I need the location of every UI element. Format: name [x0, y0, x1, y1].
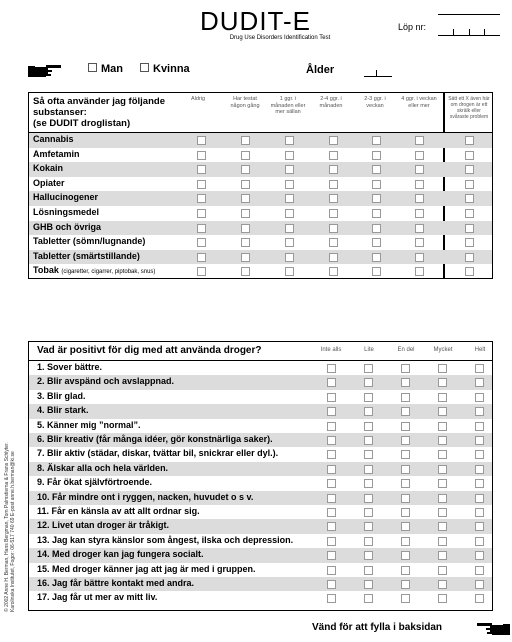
- answer-checkbox[interactable]: [327, 594, 336, 603]
- answer-checkbox[interactable]: [329, 194, 338, 203]
- col-header-1ggr: 1 ggr. i månaden eller mer sällan: [270, 96, 306, 115]
- substance-label: Lösningsmedel: [33, 207, 100, 217]
- statement-label: 7. Blir aktiv (städar, diskar, tvättar bil, snickrar eller dyl.).: [37, 448, 279, 459]
- copyright-line: Karolinska Institutet, Fogor: 06-517 740 69 E-post anne.h.berman@ki.se: [10, 451, 16, 612]
- answer-checkbox[interactable]: [329, 165, 338, 174]
- col-header-inte-alls: Inte alls: [320, 347, 342, 353]
- substance-question-line: substanser:: [33, 107, 87, 118]
- answer-checkbox[interactable]: [327, 479, 336, 488]
- statement-label: 9. Får ökat självförtroende.: [37, 477, 153, 488]
- answer-checkbox[interactable]: [475, 580, 484, 589]
- answer-checkbox[interactable]: [401, 465, 410, 474]
- answer-checkbox[interactable]: [401, 378, 410, 387]
- answer-checkbox[interactable]: [197, 238, 206, 247]
- answer-checkbox[interactable]: [401, 436, 410, 445]
- statement-row: [29, 505, 492, 519]
- kvinna-label: Kvinna: [153, 63, 190, 75]
- answer-checkbox[interactable]: [438, 594, 447, 603]
- answer-checkbox[interactable]: [438, 508, 447, 517]
- answer-checkbox[interactable]: [475, 537, 484, 546]
- answer-checkbox[interactable]: [327, 436, 336, 445]
- col-header-2-3ggr: 2-3 ggr. i veckan: [364, 96, 386, 109]
- answer-checkbox[interactable]: [475, 422, 484, 431]
- answer-checkbox[interactable]: [475, 566, 484, 575]
- answer-checkbox[interactable]: [241, 194, 250, 203]
- man-checkbox[interactable]: [88, 63, 97, 72]
- answer-checkbox[interactable]: [401, 580, 410, 589]
- problem-checkbox[interactable]: [465, 136, 474, 145]
- answer-checkbox[interactable]: [197, 180, 206, 189]
- answer-checkbox[interactable]: [327, 422, 336, 431]
- problem-checkbox[interactable]: [465, 151, 474, 160]
- answer-checkbox[interactable]: [475, 508, 484, 517]
- substance-row: [29, 264, 492, 279]
- substance-label: GHB och övriga: [33, 221, 102, 232]
- gender-man[interactable]: [88, 63, 123, 75]
- problem-checkbox[interactable]: [465, 209, 474, 218]
- answer-checkbox[interactable]: [364, 364, 373, 373]
- answer-checkbox[interactable]: [329, 209, 338, 218]
- lopnr-label: Löp nr:: [398, 22, 427, 32]
- substance-row: [29, 221, 492, 236]
- answer-checkbox[interactable]: [438, 465, 447, 474]
- statement-row: [29, 462, 492, 476]
- answer-checkbox[interactable]: [475, 436, 484, 445]
- answer-checkbox[interactable]: [475, 364, 484, 373]
- answer-checkbox[interactable]: [415, 194, 424, 203]
- answer-checkbox[interactable]: [415, 165, 424, 174]
- answer-checkbox[interactable]: [475, 465, 484, 474]
- answer-checkbox[interactable]: [438, 479, 447, 488]
- substance-question-line: (se DUDIT droglistan): [33, 118, 131, 129]
- answer-checkbox[interactable]: [329, 238, 338, 247]
- substance-table: [28, 92, 493, 279]
- answer-checkbox[interactable]: [327, 450, 336, 459]
- col-header-helt: Helt: [474, 347, 486, 353]
- substance-row: [29, 206, 492, 221]
- statement-row: [29, 577, 492, 591]
- answer-checkbox[interactable]: [327, 364, 336, 373]
- answer-checkbox[interactable]: [475, 393, 484, 402]
- answer-checkbox[interactable]: [285, 209, 294, 218]
- statement-label: 11. Får en känsla av att allt ordnar sig.: [37, 506, 200, 516]
- answer-checkbox[interactable]: [241, 209, 250, 218]
- answer-checkbox[interactable]: [401, 537, 410, 546]
- positive-effects-table: [28, 341, 493, 611]
- answer-checkbox[interactable]: [329, 180, 338, 189]
- answer-checkbox[interactable]: [241, 267, 250, 276]
- answer-checkbox[interactable]: [241, 224, 250, 233]
- answer-checkbox[interactable]: [372, 267, 381, 276]
- answer-checkbox[interactable]: [364, 450, 373, 459]
- kvinna-checkbox[interactable]: [140, 63, 149, 72]
- answer-checkbox[interactable]: [364, 393, 373, 402]
- problem-checkbox[interactable]: [465, 165, 474, 174]
- pointing-hand-icon: [28, 64, 62, 78]
- copyright-line: © 2002 Anne H. Berman, Hans Bergman, Tom Palmstierna & Frans Schlyter.: [4, 442, 10, 612]
- col-header-4ggr: 4 ggr. i veckan eller mer: [401, 96, 437, 109]
- answer-checkbox[interactable]: [197, 151, 206, 160]
- answer-checkbox[interactable]: [475, 594, 484, 603]
- statement-label: 8. Älskar alla och hela världen.: [37, 462, 169, 473]
- answer-checkbox[interactable]: [364, 594, 373, 603]
- answer-checkbox[interactable]: [364, 465, 373, 474]
- answer-checkbox[interactable]: [401, 393, 410, 402]
- answer-checkbox[interactable]: [285, 194, 294, 203]
- answer-checkbox[interactable]: [329, 224, 338, 233]
- answer-checkbox[interactable]: [285, 136, 294, 145]
- answer-checkbox[interactable]: [415, 267, 424, 276]
- statement-label: 13. Jag kan styra känslor som ångest, ilska och depression.: [37, 534, 294, 545]
- positive-effects-question: Vad är positivt för dig med att använda droger?: [37, 345, 262, 356]
- statement-label: 10. Får mindre ont i ryggen, nacken, huvudet o s v.: [37, 491, 254, 502]
- answer-checkbox[interactable]: [364, 566, 373, 575]
- substance-row: [29, 250, 492, 265]
- answer-checkbox[interactable]: [372, 224, 381, 233]
- turn-page-note: Vänd för att fylla i baksidan: [312, 622, 443, 633]
- answer-checkbox[interactable]: [364, 436, 373, 445]
- statement-label: 2. Blir avspänd och avslappnad.: [37, 376, 175, 387]
- lopnr-tick: [484, 29, 485, 35]
- answer-checkbox[interactable]: [285, 238, 294, 247]
- answer-checkbox[interactable]: [475, 494, 484, 503]
- alder-tick: [376, 70, 377, 77]
- answer-checkbox[interactable]: [401, 479, 410, 488]
- answer-checkbox[interactable]: [364, 378, 373, 387]
- statement-label: 17. Jag får ut mer av mitt liv.: [37, 592, 158, 603]
- lopnr-field[interactable]: [438, 14, 500, 36]
- answer-checkbox[interactable]: [241, 180, 250, 189]
- statement-label: 6. Blir kreativ (får många idéer, gör konstnärliga saker).: [37, 434, 273, 444]
- problem-checkbox[interactable]: [465, 267, 474, 276]
- col-header-en-del: En del: [397, 347, 415, 353]
- answer-checkbox[interactable]: [241, 136, 250, 145]
- substance-label: Tobak (cigaretter, cigarrer, piptobak, snus): [33, 265, 156, 276]
- answer-checkbox[interactable]: [401, 422, 410, 431]
- statement-label: 5. Känner mig ”normal”.: [37, 419, 141, 430]
- answer-checkbox[interactable]: [285, 180, 294, 189]
- answer-checkbox[interactable]: [415, 180, 424, 189]
- substance-label: Cannabis: [33, 134, 74, 144]
- substance-row: [29, 162, 492, 177]
- substance-question-line: Så ofta använder jag följande: [33, 96, 165, 107]
- answer-checkbox[interactable]: [438, 450, 447, 459]
- substance-label: Kokain: [33, 163, 64, 174]
- problem-checkbox[interactable]: [465, 238, 474, 247]
- col-header-testat: Har testat någon gång: [230, 96, 260, 109]
- answer-checkbox[interactable]: [197, 267, 206, 276]
- answer-checkbox[interactable]: [197, 224, 206, 233]
- answer-checkbox[interactable]: [438, 522, 447, 531]
- statement-label: 1. Sover bättre.: [37, 362, 103, 372]
- statement-label: 12. Livet utan droger är tråkigt.: [37, 520, 170, 531]
- answer-checkbox[interactable]: [372, 151, 381, 160]
- answer-checkbox[interactable]: [364, 537, 373, 546]
- statement-row: [29, 447, 492, 461]
- answer-checkbox[interactable]: [329, 267, 338, 276]
- answer-checkbox[interactable]: [327, 551, 336, 560]
- statement-row: [29, 519, 492, 533]
- answer-checkbox[interactable]: [285, 151, 294, 160]
- answer-checkbox[interactable]: [372, 238, 381, 247]
- statement-label: 4. Blir stark.: [37, 405, 89, 416]
- answer-checkbox[interactable]: [241, 253, 250, 262]
- answer-checkbox[interactable]: [415, 136, 424, 145]
- answer-checkbox[interactable]: [197, 209, 206, 218]
- substance-label: Tabletter (smärtstillande): [33, 250, 140, 261]
- answer-checkbox[interactable]: [241, 238, 250, 247]
- answer-checkbox[interactable]: [372, 194, 381, 203]
- answer-checkbox[interactable]: [401, 364, 410, 373]
- answer-checkbox[interactable]: [327, 393, 336, 402]
- statement-row: [29, 591, 492, 605]
- man-label: Man: [101, 63, 123, 75]
- answer-checkbox[interactable]: [372, 136, 381, 145]
- answer-checkbox[interactable]: [364, 508, 373, 517]
- answer-checkbox[interactable]: [372, 209, 381, 218]
- answer-checkbox[interactable]: [438, 364, 447, 373]
- answer-checkbox[interactable]: [438, 580, 447, 589]
- answer-checkbox[interactable]: [329, 136, 338, 145]
- answer-checkbox[interactable]: [475, 378, 484, 387]
- answer-checkbox[interactable]: [438, 393, 447, 402]
- statement-label: 14. Med droger kan jag fungera socialt.: [37, 549, 204, 560]
- answer-checkbox[interactable]: [327, 508, 336, 517]
- answer-checkbox[interactable]: [364, 522, 373, 531]
- statement-row: [29, 534, 492, 548]
- answer-checkbox[interactable]: [364, 494, 373, 503]
- answer-checkbox[interactable]: [475, 479, 484, 488]
- substance-label: Amfetamin: [33, 148, 80, 159]
- col-header-2-4ggr: 2-4 ggr. i månaden: [319, 96, 343, 109]
- statement-row: [29, 491, 492, 505]
- answer-checkbox[interactable]: [364, 551, 373, 560]
- substance-row: [29, 148, 492, 163]
- answer-checkbox[interactable]: [329, 151, 338, 160]
- copyright-note: [4, 372, 16, 612]
- answer-checkbox[interactable]: [241, 151, 250, 160]
- answer-checkbox[interactable]: [401, 450, 410, 459]
- substance-table-header: [29, 93, 492, 133]
- answer-checkbox[interactable]: [197, 194, 206, 203]
- statement-row: [29, 361, 492, 375]
- statement-row: [29, 390, 492, 404]
- statement-label: 3. Blir glad.: [37, 390, 86, 401]
- answer-checkbox[interactable]: [401, 594, 410, 603]
- answer-checkbox[interactable]: [475, 450, 484, 459]
- substance-row: [29, 133, 492, 148]
- problem-checkbox[interactable]: [465, 180, 474, 189]
- statement-row: [29, 433, 492, 447]
- substance-label: Tabletter (sömn/lugnande): [33, 236, 146, 247]
- answer-checkbox[interactable]: [327, 522, 336, 531]
- answer-checkbox[interactable]: [327, 407, 336, 416]
- answer-checkbox[interactable]: [197, 253, 206, 262]
- answer-checkbox[interactable]: [438, 378, 447, 387]
- answer-checkbox[interactable]: [327, 580, 336, 589]
- answer-checkbox[interactable]: [401, 407, 410, 416]
- answer-checkbox[interactable]: [327, 465, 336, 474]
- answer-checkbox[interactable]: [438, 551, 447, 560]
- answer-checkbox[interactable]: [327, 378, 336, 387]
- answer-checkbox[interactable]: [401, 551, 410, 560]
- substance-question: [33, 96, 193, 129]
- answer-checkbox[interactable]: [285, 267, 294, 276]
- statement-label: 15. Med droger känner jag att jag är med i gruppen.: [37, 563, 256, 574]
- answer-checkbox[interactable]: [415, 253, 424, 262]
- answer-checkbox[interactable]: [415, 209, 424, 218]
- answer-checkbox[interactable]: [438, 422, 447, 431]
- alder-field[interactable]: [364, 76, 392, 77]
- statement-row: [29, 419, 492, 433]
- substance-row: [29, 235, 492, 250]
- answer-checkbox[interactable]: [197, 136, 206, 145]
- answer-checkbox[interactable]: [364, 422, 373, 431]
- answer-checkbox[interactable]: [438, 494, 447, 503]
- answer-checkbox[interactable]: [438, 407, 447, 416]
- col-header-aldrig: Aldrig: [190, 96, 206, 102]
- substance-label: Opiater: [33, 177, 65, 188]
- answer-checkbox[interactable]: [372, 165, 381, 174]
- col-header-problem: Sätt ett X även här om drogen är ett skrälk eller svåraste problem: [448, 96, 490, 120]
- answer-checkbox[interactable]: [197, 165, 206, 174]
- problem-checkbox[interactable]: [465, 194, 474, 203]
- answer-checkbox[interactable]: [285, 165, 294, 174]
- answer-checkbox[interactable]: [475, 407, 484, 416]
- answer-checkbox[interactable]: [285, 253, 294, 262]
- statement-row: [29, 404, 492, 418]
- form-subtitle: Drug Use Disorders Identification Test: [229, 35, 331, 41]
- answer-checkbox[interactable]: [329, 253, 338, 262]
- statement-row: [29, 563, 492, 577]
- answer-checkbox[interactable]: [438, 436, 447, 445]
- answer-checkbox[interactable]: [364, 580, 373, 589]
- answer-checkbox[interactable]: [401, 522, 410, 531]
- answer-checkbox[interactable]: [401, 566, 410, 575]
- form-title: DUDIT-E: [200, 6, 311, 36]
- col-header-mycket: Mycket: [433, 347, 453, 353]
- answer-checkbox[interactable]: [475, 551, 484, 560]
- gender-kvinna[interactable]: [140, 63, 190, 75]
- answer-checkbox[interactable]: [241, 165, 250, 174]
- answer-checkbox[interactable]: [327, 494, 336, 503]
- answer-checkbox[interactable]: [372, 180, 381, 189]
- substance-row: [29, 191, 492, 206]
- lopnr-tick: [453, 29, 454, 35]
- substance-label: Hallucinogener: [33, 192, 99, 203]
- alder-label: Ålder: [306, 64, 335, 76]
- answer-checkbox[interactable]: [285, 224, 294, 233]
- answer-checkbox[interactable]: [401, 508, 410, 517]
- answer-checkbox[interactable]: [475, 522, 484, 531]
- answer-checkbox[interactable]: [438, 566, 447, 575]
- answer-checkbox[interactable]: [415, 238, 424, 247]
- problem-checkbox[interactable]: [465, 253, 474, 262]
- answer-checkbox[interactable]: [401, 494, 410, 503]
- problem-checkbox[interactable]: [465, 224, 474, 233]
- positive-effects-header: [29, 342, 492, 361]
- answer-checkbox[interactable]: [438, 537, 447, 546]
- col-header-lite: Lite: [364, 347, 374, 353]
- answer-checkbox[interactable]: [327, 566, 336, 575]
- lopnr-tick: [469, 29, 470, 35]
- answer-checkbox[interactable]: [364, 479, 373, 488]
- statement-label: 16. Jag får bättre kontakt med andra.: [37, 578, 195, 588]
- statement-row: [29, 548, 492, 562]
- statement-row: [29, 375, 492, 389]
- pointing-hand-icon: [476, 622, 510, 636]
- answer-checkbox[interactable]: [372, 253, 381, 262]
- answer-checkbox[interactable]: [415, 224, 424, 233]
- statement-row: [29, 476, 492, 490]
- substance-row: [29, 177, 492, 192]
- answer-checkbox[interactable]: [327, 537, 336, 546]
- answer-checkbox[interactable]: [364, 407, 373, 416]
- answer-checkbox[interactable]: [415, 151, 424, 160]
